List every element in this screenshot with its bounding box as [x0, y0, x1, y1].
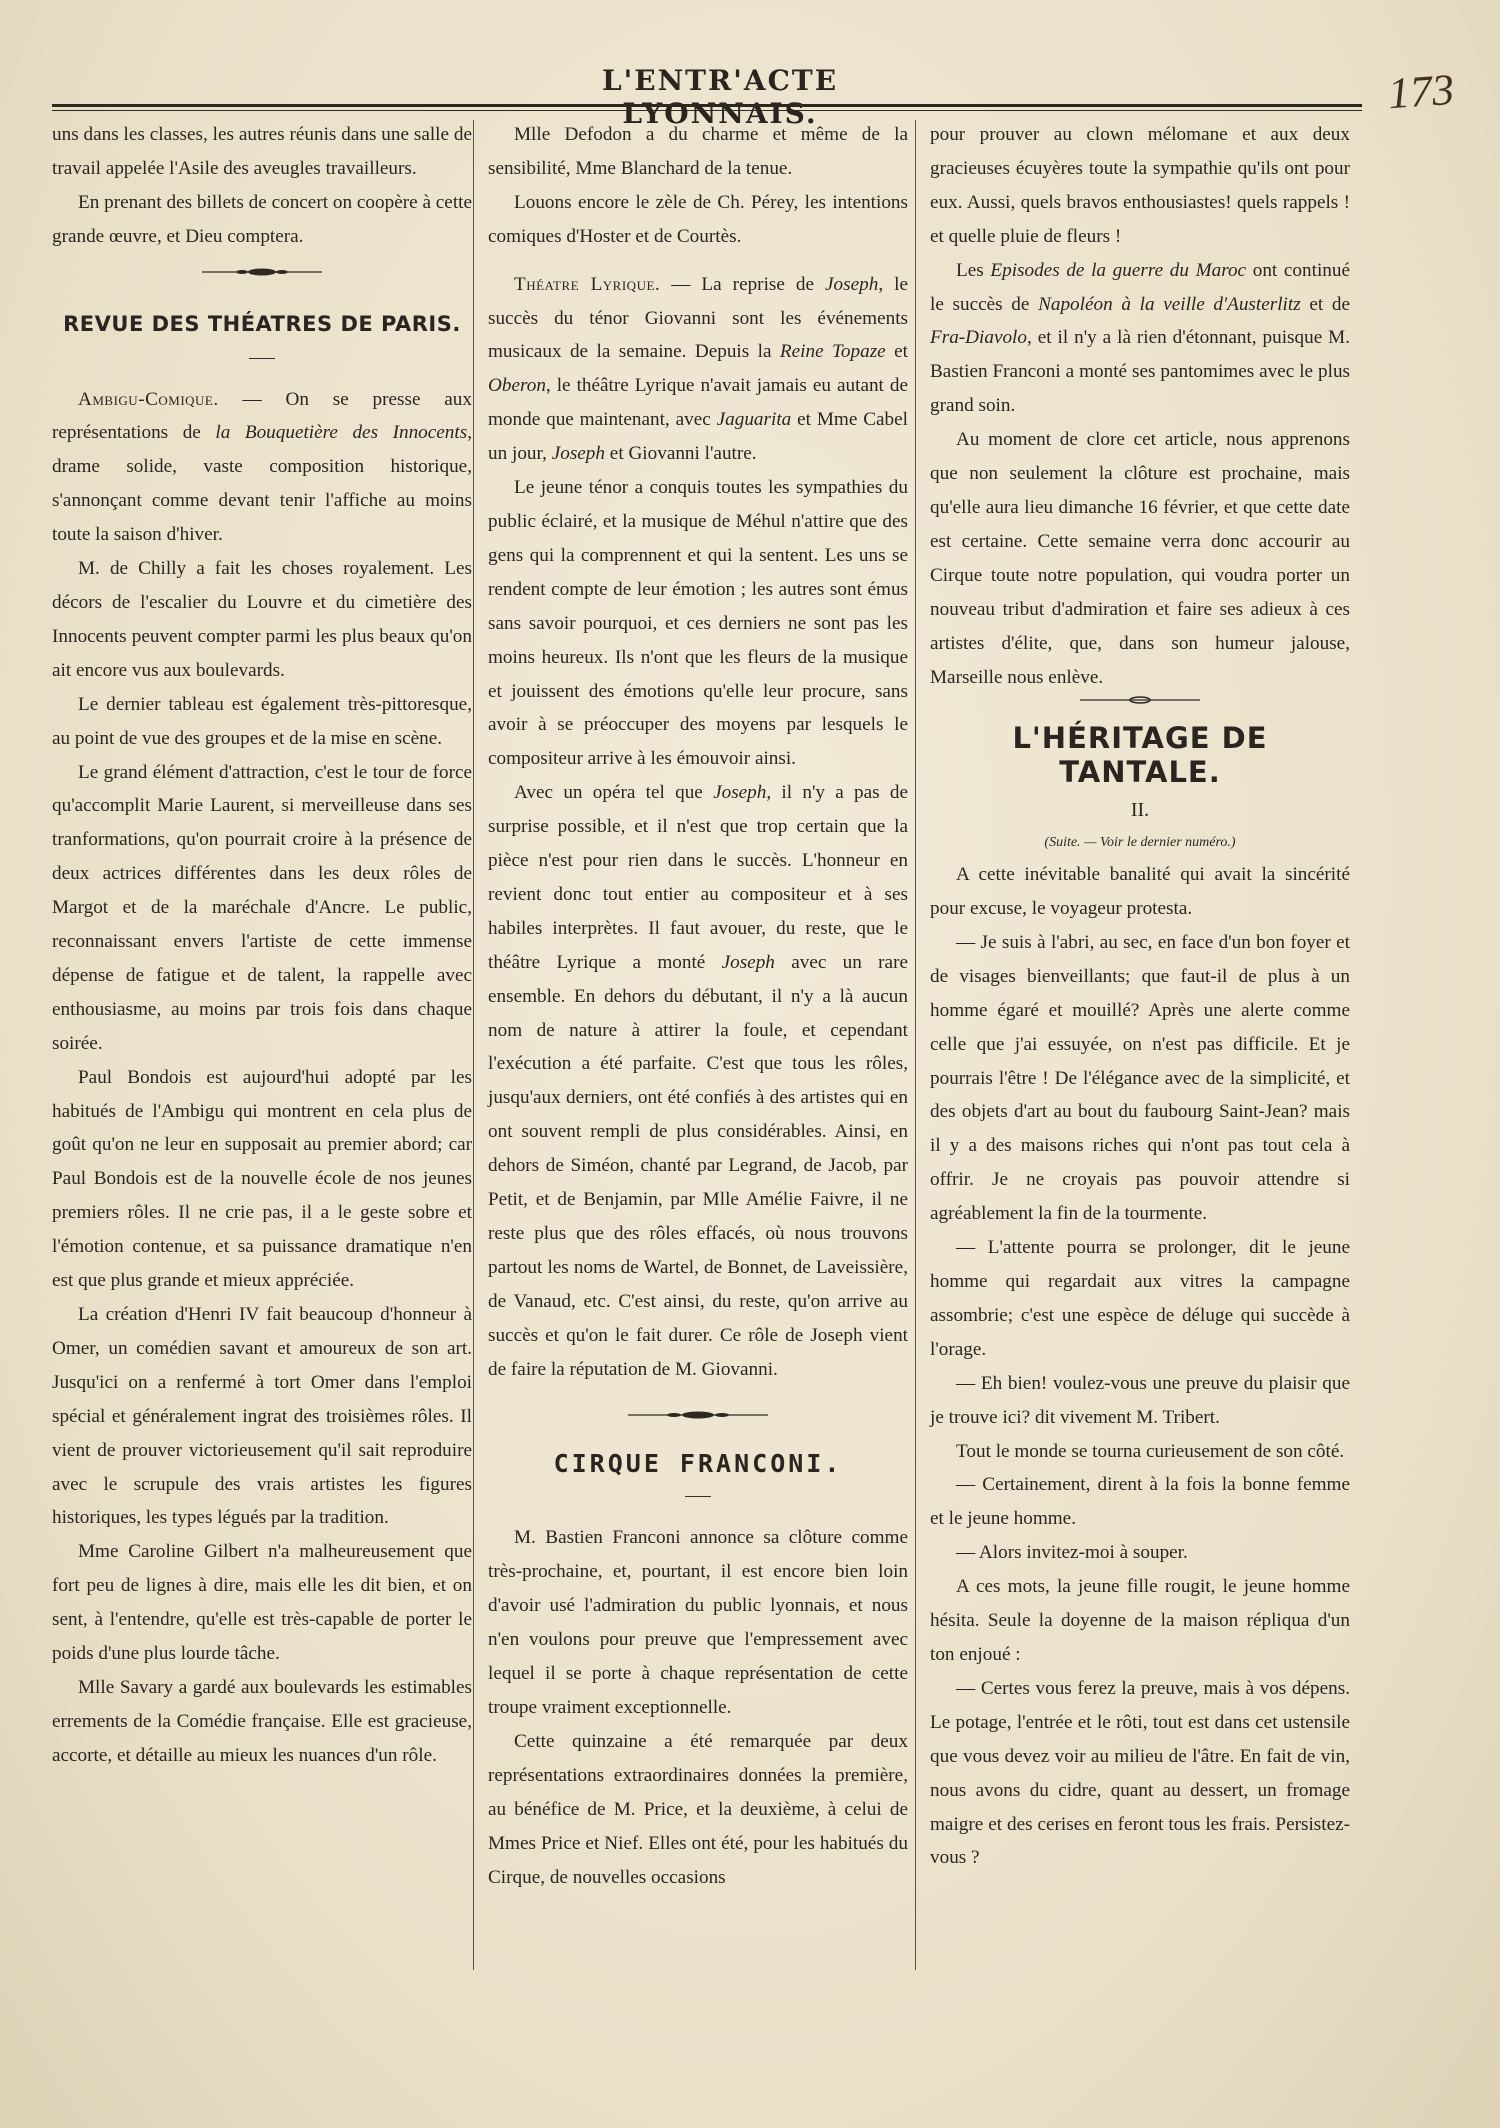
paragraph: Paul Bondois est aujourd'hui adopté par les habitués de l'Ambigu qui montrent en cela plus de goût qu'on ne leur en supposait au premier abord; car Paul Bondois est de la nouvelle école de nos jeunes premiers rôles. Il ne crie pas, il a le geste sobre et l'émotion contenue, et sa puissance dramatique n'en est que plus grande et mieux appréciée. [52, 1066, 472, 1292]
paragraph: pour prouver au clown mélomane et aux deux gracieuses écuyères toute la sympathie qu'ils ont pour eux. Aussi, quels bravos enthousiastes! quels rappels ! et quelle pluie de fleurs ! [930, 124, 1350, 247]
section-heading-cirque: CIRQUE FRANCONI. [553, 1448, 843, 1478]
section-label: Ambigu-Comique. [78, 388, 219, 410]
paragraph: Avec un opéra tel que Joseph, il n'y a pas de surprise possible, et il n'est que trop certain que la pièce n'est pour rien dans le succès. L'honneur en revient donc tout entier au compositeur et à ses habiles interprètes. Il faut avouer, du reste, que le théâtre Lyrique a monté Joseph avec un rare ensemble. En dehors du débutant, il n'y a là aucun nom de nature à attirer la foule, et cependant l'exécution a été parfaite. C'est que tous les rôles, jusqu'aux derniers, ont été confiés à des artistes qui en ont souvent rempli de plus considérables. Ainsi, en dehors de Siméon, chanté par Legrand, de Jacob, par Petit, et de Benjamin, par Mlle Amélie Faivre, il ne reste plus que des rôles effacés, où nous trouvons partout les noms de Wartel, de Bonnet, de Laveissière, de Vanaud, etc. C'est ainsi, du reste, qu'on arrive au succès et qu'on le fait durer. Ce rôle de Joseph vient de faire la réputation de M. Giovanni. [488, 782, 908, 1380]
paragraph: La création d'Henri IV fait beaucoup d'honneur à Omer, un comédien savant et amoureux de son art. Jusqu'ici on a renfermé à tort Omer dans l'emploi spécial et généralement ingrat des troisièmes rôles. Il vient de prouver victorieusement qu'il sait reproduire avec le scrupule des vrais artistes les figures historiques, les types légués par la tradition. [52, 1304, 472, 1529]
paragraph: Les Episodes de la guerre du Maroc ont continué le succès de Napoléon à la veille d'Austerlitz et de Fra-Diavolo, et il n'y a là rien d'étonnant, puisque M. Bastien Franconi a monté ses pantomimes avec le plus grand soin. [930, 259, 1350, 417]
paragraph: — L'attente pourra se prolonger, dit le jeune homme qui regardait aux vitres la campagne assombrie; c'est une espèce de déluge qui succède à l'orage. [930, 1237, 1350, 1360]
ornament-divider [930, 694, 1350, 708]
paragraph: — Certes vous ferez la preuve, mais à vos dépens. Le potage, l'entrée et le rôti, tout est dans cet ustensile que vous devez voir au milieu de l'âtre. En fait de vin, nous avons du cidre, quant au dessert, un fromage maigre et des cerises en feront tous les frais. Persistez-vous ? [930, 1677, 1350, 1869]
paragraph: — Certainement, dirent à la fois la bonne femme et le jeune homme. [930, 1474, 1350, 1530]
paragraph: A cette inévitable banalité qui avait la sincérité pour excuse, le voyageur protesta. [930, 864, 1350, 920]
paragraph-ambigu: Ambigu-Comique. — On se presse aux représentations de la Bouquetière des Innocents, drame solide, vaste composition historique, s'annonçant comme devant tenir l'affiche au moins toute la saison d'hiver. [52, 388, 472, 546]
short-rule [685, 1496, 711, 1497]
paragraph: — Je suis à l'abri, au sec, en face d'un bon foyer et de visages bienveillants; que faut-il de plus à un homme égaré et mouillé? Après une alerte comme celle que j'ai essuyée, on n'est pas difficile. Et je pourrais l'être ! De l'élégance avec de la simplicité, et des objets d'art au bout du faubourg Saint-Jean? mais il y a des maisons riches qui n'ont pas tout cela à offrir. Je ne croyais pas pouvoir attendre si agréablement la fin de la tourmente. [930, 931, 1350, 1225]
continuation-note: (Suite. — Voir le dernier numéro.) [1044, 835, 1236, 851]
paragraph: uns dans les classes, les autres réunis dans une salle de travail appelée l'Asile des aveugles travailleurs. [52, 124, 472, 179]
section-label: Théatre Lyrique. [514, 273, 661, 295]
header-rule [52, 104, 1362, 107]
paragraph: — Eh bien! voulez-vous une preuve du plaisir que je trouve ici? dit vivement M. Tribert. [930, 1372, 1350, 1428]
paragraph: A ces mots, la jeune fille rougit, le jeune homme hésita. Seule la doyenne de la maison répliqua d'un ton enjoué : [930, 1576, 1350, 1665]
ornament-divider [52, 264, 472, 294]
column-divider-1 [473, 120, 474, 1970]
paragraph: Le jeune ténor a conquis toutes les sympathies du public éclairé, et la musique de Méhul n'attire que des gens qui la comprennent et qui la sentent. Les uns se rendent compte de leur émotion ; les autres sont émus sans savoir pourquoi, et ces derniers ne sont pas les moins heureux. Ils n'ont que les fleurs de la musique et jouissent des émotions qu'elle leur procure, sans avoir à se préoccuper des moyens par lesquels le compositeur arrive à les émouvoir ainsi. [488, 477, 908, 770]
paragraph: Mme Caroline Gilbert n'a malheureusement que fort peu de lignes à dire, mais elle les dit bien, et on sent, à l'entendre, qu'elle est très-capable de porter le poids d'une plus lourde tâche. [52, 1541, 472, 1665]
chapter-number: II. [1130, 799, 1150, 822]
paragraph: — Alors invitez-moi à souper. [956, 1542, 1188, 1564]
ornament-divider [488, 1407, 908, 1437]
paragraph: Tout le monde se tourna curieusement de son côté. [956, 1440, 1345, 1462]
paragraph: Mlle Defodon a du charme et même de la sensibilité, Mme Blanchard de la tenue. [488, 124, 908, 179]
paragraph: En prenant des billets de concert on coopère à cette grande œuvre, et Dieu comptera. [52, 191, 472, 247]
paragraph: Au moment de clore cet article, nous apprenons que non seulement la clôture est prochaine, mais qu'elle aura lieu dimanche 16 février, et que cette date est certaine. Cette semaine verra donc accourir au Cirque toute notre population, qui voudra porter un nouveau tribut d'admiration et faire ses adieux à ces artistes d'élite, que, dans son humeur jalouse, Marseille nous enlève. [930, 429, 1350, 688]
short-rule [249, 358, 275, 359]
paragraph: Le grand élément d'attraction, c'est le tour de force qu'accomplit Marie Laurent, si merveilleuse dans ses tranformations, qu'on pourrait croire à la présence de deux actrices différentes dans les deux rôles de Margot et de la maréchale d'Ancre. Le public, reconnaissant envers l'artiste de cette immense dépense de fatigue et de talent, la rappelle avec enthousiasme, au moins par trois fois dans chaque soirée. [52, 761, 472, 1054]
paragraph: M. de Chilly a fait les choses royalement. Les décors de l'escalier du Louvre et du cimetière des Innocents peuvent compter parmi les plus beaux qu'on ait encore vus aux boulevards. [52, 558, 472, 681]
paragraph: Le dernier tableau est également très-pittoresque, au point de vue des groupes et de la mise en scène. [52, 693, 472, 749]
header-rule-thin [52, 110, 1362, 111]
paragraph: Louons encore le zèle de Ch. Pérey, les intentions comiques d'Hoster et de Courtès. [488, 191, 908, 247]
paragraph: Cette quinzaine a été remarquée par deux représentations extraordinaires données la première, au bénéfice de M. Price, et la deuxième, à celui de Mmes Price et Nief. Elles ont été, pour les habitués du Cirque, de nouvelles occasions [488, 1730, 908, 1888]
handwritten-folio-number: 173 [1386, 64, 1456, 119]
paragraph: M. Bastien Franconi annonce sa clôture comme très-prochaine, et, pourtant, il est encore bien loin d'avoir usé l'admiration du public lyonnais, et nous n'en voulons pour preuve que l'empressement avec lequel il se porte à chaque représentation de cette troupe vraiment exceptionnelle. [488, 1527, 908, 1718]
column-3 [930, 118, 1350, 1875]
column-1 [52, 118, 472, 1773]
section-heading-heritage: L'HÉRITAGE DE TANTALE. [1012, 721, 1268, 790]
newspaper-title: L'ENTR'ACTE LYONNAIS. [601, 64, 839, 130]
paragraph: Mlle Savary a gardé aux boulevards les estimables errements de la Comédie française. Elle est gracieuse, accorte, et détaille au mieux les nuances d'un rôle. [52, 1676, 472, 1766]
play-title: la Bouquetière des Innocents [215, 422, 468, 444]
column-2 [488, 118, 908, 1894]
paragraph-lyrique: Théatre Lyrique. — La reprise de Joseph, le succès du ténor Giovanni sont les événements musicaux de la semaine. Depuis la Reine Topaze et Oberon, le théâtre Lyrique n'avait jamais eu autant de monde que maintenant, avec Jaguarita et Mme Cabel un jour, Joseph et Giovanni l'autre. [488, 273, 908, 465]
section-heading-revue: REVUE DES THÉATRES DE PARIS. [63, 311, 461, 336]
column-divider-2 [915, 120, 916, 1970]
